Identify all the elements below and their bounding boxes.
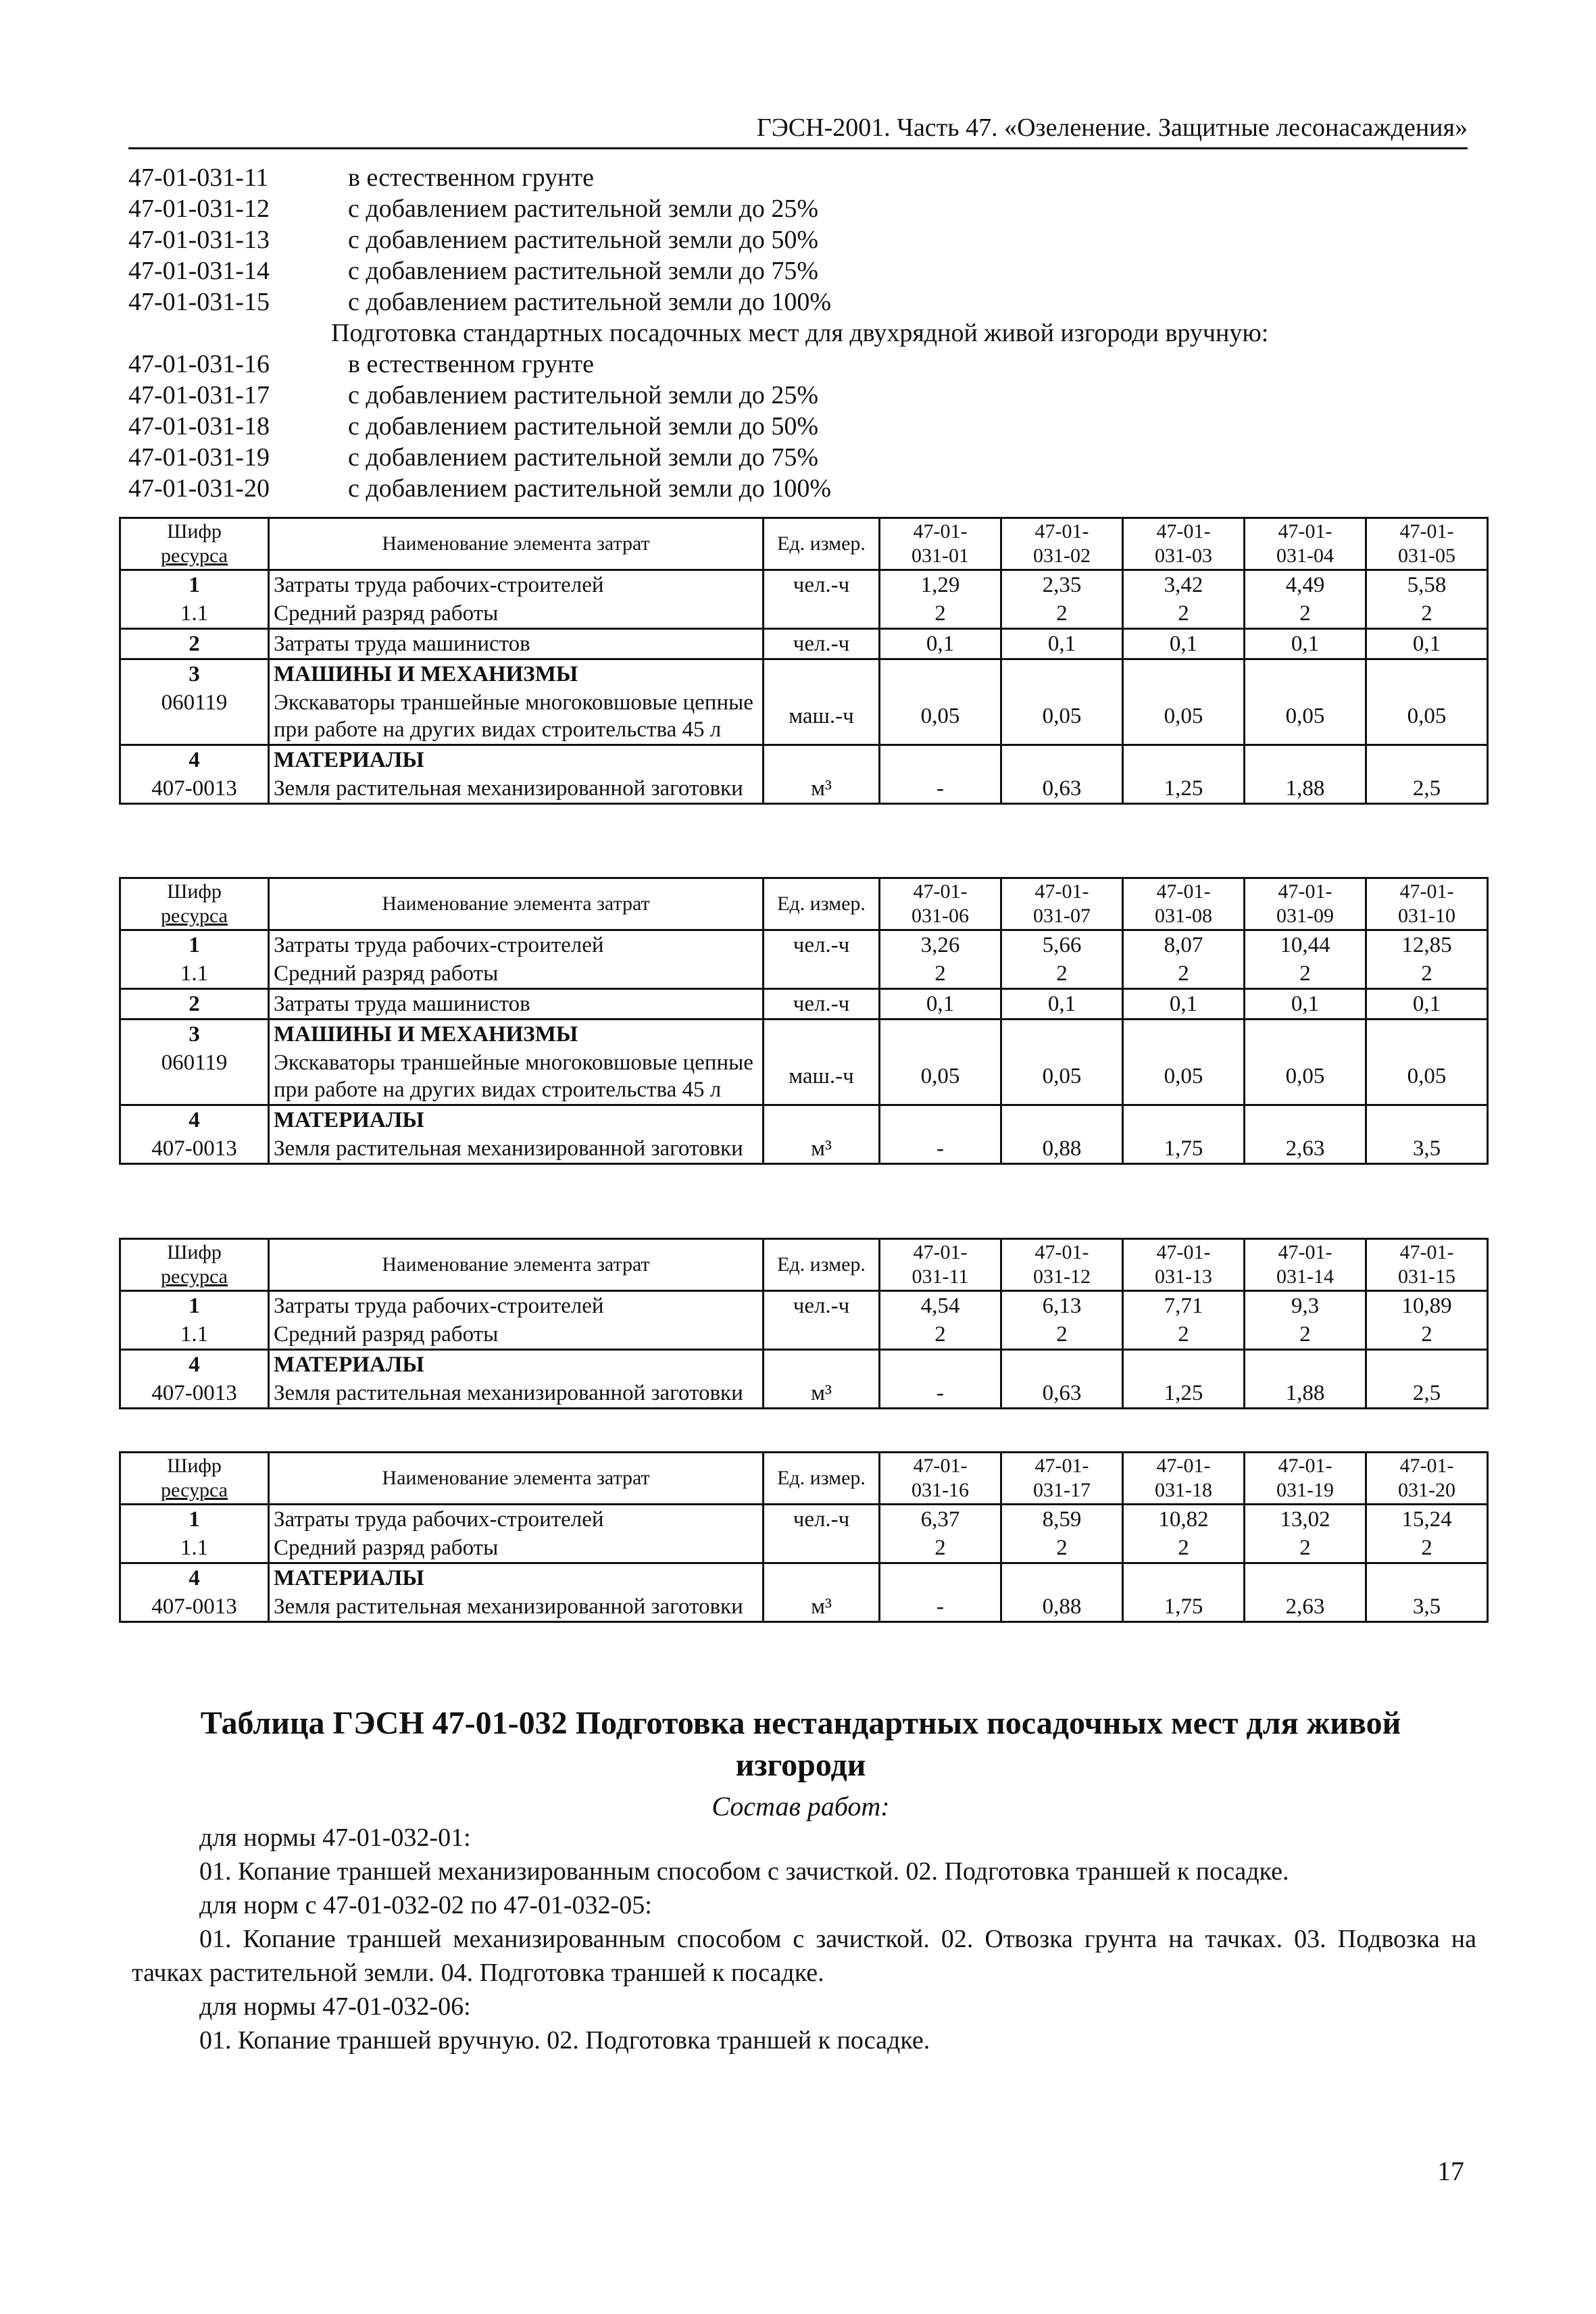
table-cell: 2: [1001, 599, 1123, 629]
table-cell: [1123, 1105, 1245, 1135]
col-header-code: Шифр ресурса: [120, 518, 269, 570]
header-title: ГЭСН-2001. Часть 47. «Озеленение. Защитные лесонасаждения»: [756, 114, 1468, 142]
list-item: [128, 473, 1473, 504]
col-header-code: Шифр ресурса: [120, 1453, 269, 1505]
norm-code: 47-01-031-15: [128, 288, 270, 316]
table-row: [120, 1592, 1488, 1622]
table-row: [120, 989, 1488, 1020]
col-header-name: Наименование элемента затрат: [269, 518, 764, 570]
table-row: [120, 959, 1488, 989]
table-cell: МАТЕРИАЛЫ: [269, 1350, 764, 1380]
running-header: [128, 108, 1468, 149]
table-cell: 407-0013: [120, 1592, 269, 1622]
col-header-name: Наименование элемента затрат: [269, 878, 764, 930]
resource-table-4: [119, 1451, 1489, 1623]
table-cell: [1366, 1563, 1488, 1593]
table-cell: 0,05: [1366, 688, 1488, 745]
norm-label: для нормы 47-01-032-01:: [199, 1823, 471, 1852]
norm-text: с добавлением растительной земли до 75%: [348, 257, 819, 285]
resource-table-3: [119, 1238, 1489, 1409]
table-cell: 3,5: [1366, 1592, 1488, 1622]
table-cell: [1123, 745, 1245, 775]
norm-label: для норм с 47-01-032-02 по 47-01-032-05:: [199, 1891, 652, 1919]
table-cell: Затраты труда машинистов: [269, 989, 764, 1020]
table-cell: 0,88: [1001, 1592, 1123, 1622]
table-cell: 2: [120, 629, 269, 659]
table-cell: 3,26: [880, 930, 1001, 960]
norm-text: с добавлением растительной земли до 100%: [348, 288, 832, 316]
table-cell: 1,25: [1123, 1379, 1245, 1409]
list-item: [128, 224, 1473, 255]
table-cell: 1.1: [120, 1534, 269, 1563]
col-header-name: Наименование элемента затрат: [269, 1453, 764, 1505]
table-cell: 1: [120, 1505, 269, 1534]
table-cell: 2: [1001, 1320, 1123, 1350]
table-cell: [1001, 1563, 1123, 1593]
table-cell: МАТЕРИАЛЫ: [269, 1105, 764, 1135]
table-cell: маш.-ч: [764, 688, 880, 745]
table-cell: Затраты труда рабочих-строителей: [269, 930, 764, 960]
table-cell: чел.-ч: [764, 570, 880, 600]
norm-code: 47-01-031-19: [128, 443, 270, 472]
norm-description: 01. Копание траншей вручную. 02. Подготовка траншей к посадке.: [199, 2026, 930, 2055]
norm-text: в естественном грунте: [348, 164, 594, 192]
table-row: [120, 1320, 1488, 1350]
table-cell: 0,63: [1001, 774, 1123, 804]
table-cell: 8,59: [1001, 1505, 1123, 1534]
col-header-norm: 47-01- 031-07: [1001, 878, 1123, 930]
table-cell: 0,05: [880, 1049, 1001, 1105]
table-cell: 0,1: [1001, 629, 1123, 659]
section-title-line-1: Таблица ГЭСН 47-01-032 Подготовка нестандартных посадочных мест для живой: [200, 1705, 1401, 1741]
col-header-norm: 47-01- 031-13: [1123, 1239, 1245, 1291]
table-cell: 10,82: [1123, 1505, 1245, 1534]
norm-description: 01. Копание траншей механизированным способом с зачисткой. 02. Отвозка грунта на тачках. 03. Подвозка на тачках растительной земли. 04. Подготовка траншей к посадке.: [132, 1925, 1476, 1987]
norm-text: с добавлением растительной земли до 25%: [348, 195, 819, 223]
table-cell: МАТЕРИАЛЫ: [269, 1563, 764, 1593]
table-cell: 2,5: [1366, 774, 1488, 804]
section-title: [128, 1703, 1473, 1786]
table-cell: [1245, 1563, 1366, 1593]
norm-list: [128, 162, 1473, 504]
table-cell: [880, 1105, 1001, 1135]
table-cell: Затраты труда машинистов: [269, 629, 764, 659]
section-subtitle: Состав работ:: [712, 1791, 890, 1821]
table-cell: 0,05: [1001, 1049, 1123, 1105]
table-cell: 2: [1245, 1534, 1366, 1563]
table-row: [120, 930, 1488, 960]
table-cell: чел.-ч: [764, 989, 880, 1020]
table-cell: 2,63: [1245, 1134, 1366, 1164]
table-cell: 0,05: [1366, 1049, 1488, 1105]
table-cell: 6,13: [1001, 1291, 1123, 1321]
table-cell: [1001, 745, 1123, 775]
table-row: [120, 659, 1488, 689]
col-header-norm: 47-01- 031-15: [1366, 1239, 1488, 1291]
table-cell: 1.1: [120, 1320, 269, 1350]
table-cell: [880, 659, 1001, 689]
table-cell: 2: [1366, 959, 1488, 989]
table-cell: [1123, 1020, 1245, 1049]
table-cell: [1245, 745, 1366, 775]
norm-text: с добавлением растительной земли до 75%: [348, 443, 819, 472]
resource-table-2: [119, 877, 1489, 1165]
col-header-code: Шифр ресурса: [120, 878, 269, 930]
page-number: 17: [1437, 2156, 1464, 2186]
table-cell: Затраты труда рабочих-строителей: [269, 570, 764, 600]
col-header-unit: Ед. измер.: [764, 878, 880, 930]
table-cell: -: [880, 1592, 1001, 1622]
table-cell: 2,35: [1001, 570, 1123, 600]
list-item: [128, 162, 1473, 193]
col-header-norm: 47-01- 031-01: [880, 518, 1001, 570]
table-cell: [1123, 1350, 1245, 1380]
table-row: [120, 688, 1488, 745]
table-cell: 0,1: [1245, 629, 1366, 659]
table-cell: 1,25: [1123, 774, 1245, 804]
table-cell: 4: [120, 1350, 269, 1380]
table-cell: [1366, 1020, 1488, 1049]
list-item: [128, 411, 1473, 442]
table-cell: [1001, 1105, 1123, 1135]
table-row: [120, 1134, 1488, 1164]
table-cell: -: [880, 1134, 1001, 1164]
table-cell: [1245, 659, 1366, 689]
col-header-norm: 47-01- 031-16: [880, 1453, 1001, 1505]
table-cell: 060119: [120, 1049, 269, 1105]
table-cell: 2: [1366, 599, 1488, 629]
table-cell: 2: [1001, 1534, 1123, 1563]
col-header-norm: 47-01- 031-17: [1001, 1453, 1123, 1505]
table-cell: 0,05: [1245, 688, 1366, 745]
table-cell: 2: [1123, 1320, 1245, 1350]
table-cell: 6,37: [880, 1505, 1001, 1534]
norm-code: 47-01-031-17: [128, 381, 270, 409]
table-cell: 2,63: [1245, 1592, 1366, 1622]
table-cell: 10,44: [1245, 930, 1366, 960]
norm-code: 47-01-031-20: [128, 474, 270, 503]
table-cell: 1: [120, 1291, 269, 1321]
table-cell: 2: [1245, 1320, 1366, 1350]
col-header-norm: 47-01- 031-09: [1245, 878, 1366, 930]
table-cell: 0,1: [1245, 989, 1366, 1020]
table-cell: МАШИНЫ И МЕХАНИЗМЫ: [269, 659, 764, 689]
table-cell: [764, 1350, 880, 1380]
table-cell: м³: [764, 1379, 880, 1409]
table-cell: [764, 1105, 880, 1135]
table-cell: 0,1: [1366, 629, 1488, 659]
table-cell: Затраты труда рабочих-строителей: [269, 1291, 764, 1321]
work-composition: [132, 1821, 1476, 2057]
table-cell: 4,49: [1245, 570, 1366, 600]
table-cell: -: [880, 774, 1001, 804]
norm-text: с добавлением растительной земли до 25%: [348, 381, 819, 409]
col-header-norm: 47-01- 031-20: [1366, 1453, 1488, 1505]
table-cell: [1366, 745, 1488, 775]
table-cell: Экскаваторы траншейные многоковшовые цепные при работе на других видах строительства 45 л: [269, 688, 764, 745]
col-header-norm: 47-01- 031-02: [1001, 518, 1123, 570]
table-cell: [764, 1320, 880, 1350]
table-cell: [764, 1020, 880, 1049]
table-row: [120, 745, 1488, 775]
table-cell: [1366, 1350, 1488, 1380]
list-item: [128, 380, 1473, 411]
col-header-norm: 47-01- 031-18: [1123, 1453, 1245, 1505]
list-item: [128, 255, 1473, 286]
table-cell: 10,89: [1366, 1291, 1488, 1321]
table-row: [120, 774, 1488, 804]
col-header-norm: 47-01- 031-10: [1366, 878, 1488, 930]
table-cell: [1001, 1350, 1123, 1380]
table-cell: [764, 959, 880, 989]
table-cell: [764, 745, 880, 775]
norm-label: для нормы 47-01-032-06:: [199, 1992, 471, 2021]
table-cell: 1: [120, 930, 269, 960]
table-cell: Земля растительная механизированной заготовки: [269, 1592, 764, 1622]
table-cell: 0,1: [1123, 629, 1245, 659]
table-row: [120, 1105, 1488, 1135]
table-cell: [1001, 659, 1123, 689]
table-cell: 0,05: [1001, 688, 1123, 745]
table-cell: 1: [120, 570, 269, 600]
table-cell: 0,1: [1123, 989, 1245, 1020]
table-cell: 1,75: [1123, 1592, 1245, 1622]
table-row: [120, 1505, 1488, 1534]
norm-text: в естественном грунте: [348, 350, 594, 378]
table-cell: 2: [1123, 599, 1245, 629]
table-cell: 0,1: [1366, 989, 1488, 1020]
norm-code: 47-01-031-14: [128, 257, 270, 285]
table-cell: МАШИНЫ И МЕХАНИЗМЫ: [269, 1020, 764, 1049]
table-cell: 9,3: [1245, 1291, 1366, 1321]
table-cell: [880, 1350, 1001, 1380]
table-row: [120, 1563, 1488, 1593]
table-cell: 12,85: [1366, 930, 1488, 960]
table-cell: 8,07: [1123, 930, 1245, 960]
col-header-norm: 47-01- 031-19: [1245, 1453, 1366, 1505]
table-cell: 0,05: [880, 688, 1001, 745]
table-row: [120, 1020, 1488, 1049]
table-cell: [880, 1563, 1001, 1593]
table-cell: 3,42: [1123, 570, 1245, 600]
table-cell: [764, 1534, 880, 1563]
table-cell: 2: [880, 599, 1001, 629]
table-row: [120, 1049, 1488, 1105]
col-header-norm: 47-01- 031-08: [1123, 878, 1245, 930]
norm-text: с добавлением растительной земли до 100%: [348, 474, 832, 503]
table-cell: 2: [880, 1534, 1001, 1563]
table-cell: Земля растительная механизированной заготовки: [269, 1379, 764, 1409]
table-cell: 0,88: [1001, 1134, 1123, 1164]
table-cell: 2: [880, 959, 1001, 989]
table-cell: 4,54: [880, 1291, 1001, 1321]
col-header-unit: Ед. измер.: [764, 518, 880, 570]
table-cell: 2: [1245, 599, 1366, 629]
norm-code: 47-01-031-13: [128, 226, 270, 254]
table-cell: 2: [1001, 959, 1123, 989]
table-cell: Экскаваторы траншейные многоковшовые цепные при работе на других видах строительства 45 л: [269, 1049, 764, 1105]
table-row: [120, 570, 1488, 600]
col-header-norm: 47-01- 031-06: [880, 878, 1001, 930]
table-cell: [1245, 1350, 1366, 1380]
table-row: [120, 1534, 1488, 1563]
table-cell: чел.-ч: [764, 1291, 880, 1321]
table-cell: чел.-ч: [764, 1505, 880, 1534]
table-cell: м³: [764, 1592, 880, 1622]
table-cell: 1.1: [120, 599, 269, 629]
table-cell: 2,5: [1366, 1379, 1488, 1409]
table-cell: 5,66: [1001, 930, 1123, 960]
table-cell: МАТЕРИАЛЫ: [269, 745, 764, 775]
table-cell: 7,71: [1123, 1291, 1245, 1321]
table-cell: 0,1: [880, 629, 1001, 659]
table-cell: 2: [1366, 1320, 1488, 1350]
table-cell: 1,88: [1245, 774, 1366, 804]
col-header-norm: 47-01- 031-11: [880, 1239, 1001, 1291]
table-cell: Средний разряд работы: [269, 1320, 764, 1350]
table-cell: маш.-ч: [764, 1049, 880, 1105]
table-cell: [880, 745, 1001, 775]
table-cell: 1,29: [880, 570, 1001, 600]
table-row: [120, 599, 1488, 629]
list-item: [128, 349, 1473, 380]
norm-description: 01. Копание траншей механизированным способом с зачисткой. 02. Подготовка траншей к посадке.: [199, 1857, 1289, 1886]
col-header-norm: 47-01- 031-03: [1123, 518, 1245, 570]
table-cell: [1123, 1563, 1245, 1593]
table-cell: 2: [880, 1320, 1001, 1350]
table-cell: [764, 599, 880, 629]
table-cell: [1123, 659, 1245, 689]
table-cell: чел.-ч: [764, 629, 880, 659]
list-item: [128, 193, 1473, 224]
norm-text: с добавлением растительной земли до 50%: [348, 226, 819, 254]
table-cell: 5,58: [1366, 570, 1488, 600]
table-cell: 0,63: [1001, 1379, 1123, 1409]
table-cell: [1001, 1020, 1123, 1049]
table-cell: 1,75: [1123, 1134, 1245, 1164]
table-row: [120, 1379, 1488, 1409]
col-header-norm: 47-01- 031-12: [1001, 1239, 1123, 1291]
list-item: [128, 286, 1473, 318]
norm-code: 47-01-031-18: [128, 412, 270, 441]
table-cell: [764, 1563, 880, 1593]
col-header-norm: 47-01- 031-04: [1245, 518, 1366, 570]
table-cell: 2: [1366, 1534, 1488, 1563]
table-cell: 15,24: [1366, 1505, 1488, 1534]
table-cell: [1366, 659, 1488, 689]
col-header-norm: 47-01- 031-14: [1245, 1239, 1366, 1291]
table-cell: [1245, 1020, 1366, 1049]
table-cell: 4: [120, 1563, 269, 1593]
table-cell: 3: [120, 1020, 269, 1049]
norm-code: 47-01-031-12: [128, 195, 270, 223]
table-cell: 1,88: [1245, 1379, 1366, 1409]
table-cell: 1.1: [120, 959, 269, 989]
table-cell: Земля растительная механизированной заготовки: [269, 1134, 764, 1164]
table-cell: м³: [764, 1134, 880, 1164]
table-cell: 0,05: [1123, 1049, 1245, 1105]
table-row: [120, 1350, 1488, 1380]
table-cell: 407-0013: [120, 1379, 269, 1409]
table-cell: [1245, 1105, 1366, 1135]
list-item: [128, 442, 1473, 473]
table-cell: 2: [120, 989, 269, 1020]
table-cell: 060119: [120, 688, 269, 745]
table-cell: [764, 659, 880, 689]
norm-text: с добавлением растительной земли до 50%: [348, 412, 819, 441]
table-cell: 13,02: [1245, 1505, 1366, 1534]
table-cell: 2: [1245, 959, 1366, 989]
table-cell: 3,5: [1366, 1134, 1488, 1164]
norm-subheading: Подготовка стандартных посадочных мест для двухрядной живой изгороди вручную:: [331, 319, 1269, 347]
table-cell: Земля растительная механизированной заготовки: [269, 774, 764, 804]
table-cell: Средний разряд работы: [269, 959, 764, 989]
col-header-unit: Ед. измер.: [764, 1239, 880, 1291]
table-cell: Средний разряд работы: [269, 1534, 764, 1563]
table-cell: м³: [764, 774, 880, 804]
col-header-unit: Ед. измер.: [764, 1453, 880, 1505]
col-header-norm: 47-01- 031-05: [1366, 518, 1488, 570]
table-cell: 0,1: [880, 989, 1001, 1020]
table-cell: Затраты труда рабочих-строителей: [269, 1505, 764, 1534]
table-cell: Средний разряд работы: [269, 599, 764, 629]
norm-code: 47-01-031-11: [128, 164, 269, 192]
table-cell: 4: [120, 1105, 269, 1135]
table-cell: [880, 1020, 1001, 1049]
table-cell: чел.-ч: [764, 930, 880, 960]
table-cell: [1366, 1105, 1488, 1135]
table-cell: 4: [120, 745, 269, 775]
col-header-code: Шифр ресурса: [120, 1239, 269, 1291]
table-row: [120, 629, 1488, 659]
table-cell: 407-0013: [120, 1134, 269, 1164]
col-header-name: Наименование элемента затрат: [269, 1239, 764, 1291]
table-cell: 0,05: [1123, 688, 1245, 745]
table-cell: 2: [1123, 959, 1245, 989]
table-cell: 0,1: [1001, 989, 1123, 1020]
table-row: [120, 1291, 1488, 1321]
table-cell: 3: [120, 659, 269, 689]
table-cell: -: [880, 1379, 1001, 1409]
table-cell: 0,05: [1245, 1049, 1366, 1105]
resource-table-1: [119, 517, 1489, 805]
table-cell: 2: [1123, 1534, 1245, 1563]
section-title-line-2: изгороди: [735, 1747, 866, 1783]
table-cell: 407-0013: [120, 774, 269, 804]
norm-code: 47-01-031-16: [128, 350, 270, 378]
